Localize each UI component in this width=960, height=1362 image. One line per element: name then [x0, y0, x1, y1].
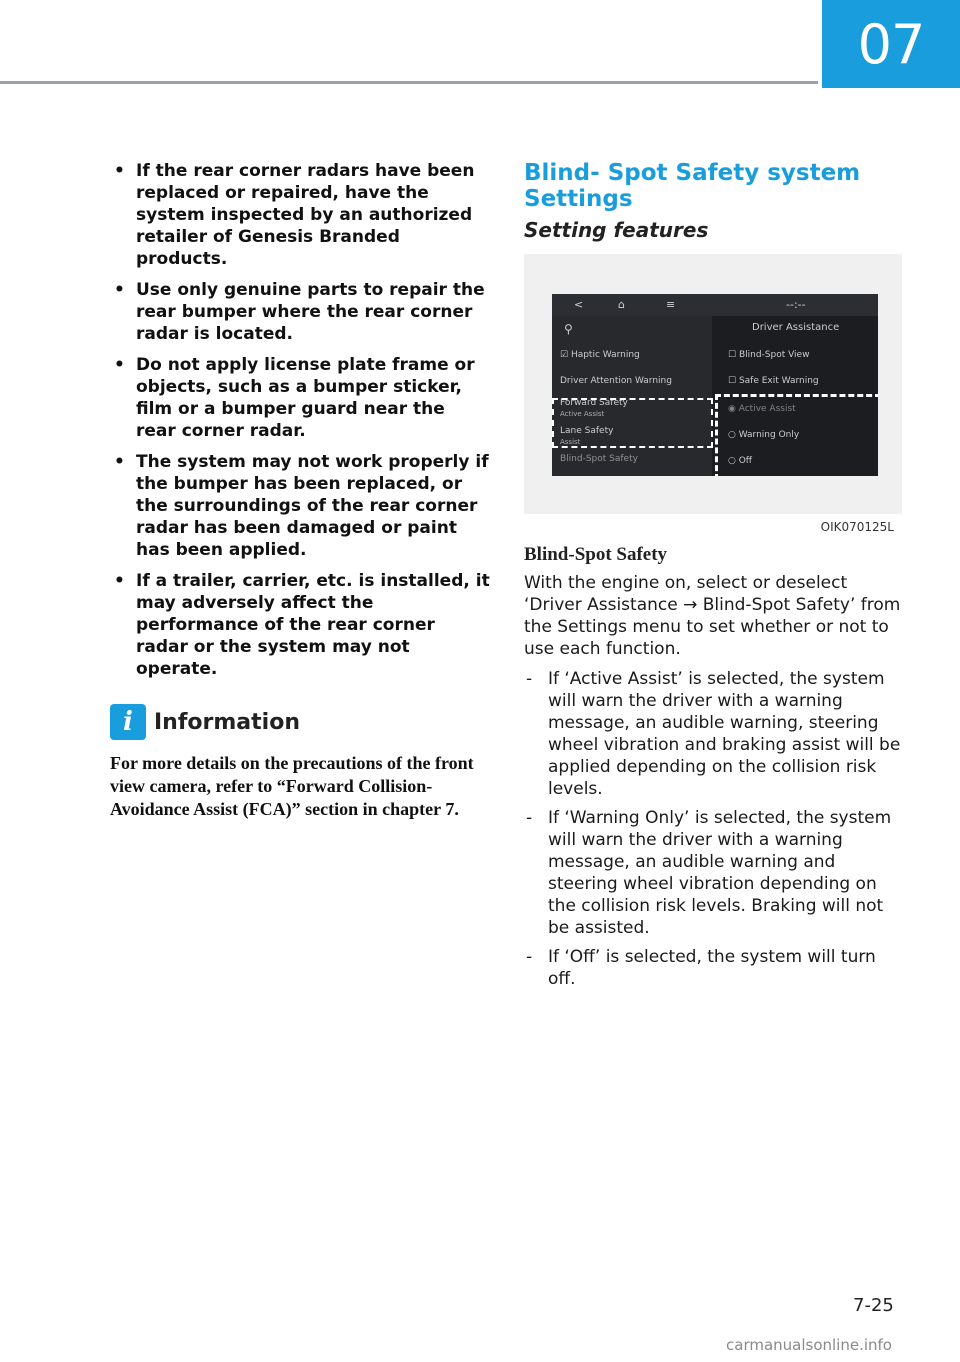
- list-item: - If ‘Off’ is selected, the system will turn off.: [524, 946, 904, 990]
- right-column: [524, 160, 904, 997]
- search-icon: ⚲: [564, 322, 573, 336]
- highlight-box-right: [715, 394, 878, 476]
- list-item: • The system may not work properly if the bumper has been replaced, or the surroundings of the rear corner radar has been damaged or paint has been applied.: [110, 451, 490, 561]
- settings-screen: [552, 294, 878, 476]
- information-heading: [110, 704, 490, 740]
- section-title: Blind- Spot Safety system Settings: [524, 160, 861, 212]
- header-rule: [0, 81, 818, 84]
- menu-item: ○ Off: [728, 456, 753, 466]
- option-list: [524, 668, 904, 990]
- chapter-tab: 07: [822, 0, 960, 88]
- list-item: - If ‘Active Assist’ is selected, the system will warn the driver with a warning message, an audible warning, steering wheel vibration and braking assist will be applied depending on the collision risk levels.: [524, 668, 904, 800]
- paragraph: With the engine on, select or deselect ‘Driver Assistance → Blind-Spot Safety’ from the Settings menu to set whether or not to use each function.: [524, 573, 901, 659]
- menu-item: Driver Attention Warning: [560, 376, 672, 386]
- highlight-box-left: [552, 398, 713, 448]
- information-title: Information: [154, 709, 300, 735]
- back-icon: <: [574, 298, 584, 311]
- menu-item: Lane Safety: [560, 426, 614, 436]
- home-icon: ⌂: [618, 298, 625, 311]
- left-column: [110, 160, 490, 821]
- menu-item: ☐ Blind-Spot View: [728, 350, 810, 360]
- list-item: • If the rear corner radars have been replaced or repaired, have the system inspected by an authorized retailer of Genesis Branded products.: [110, 160, 490, 270]
- info-icon: i: [110, 704, 146, 740]
- menu-icon: ≡: [666, 298, 676, 311]
- screen-title: Driver Assistance: [752, 322, 840, 333]
- list-item: • Do not apply license plate frame or objects, such as a bumper sticker, film or a bumper guard near the rear corner radar.: [110, 354, 490, 442]
- clock-readout: --:--: [786, 298, 806, 311]
- screen-topbar: [552, 294, 878, 316]
- settings-screenshot-figure: [524, 254, 902, 534]
- menu-item: Forward Safety: [560, 398, 628, 408]
- list-item: • Use only genuine parts to repair the rear bumper where the rear corner radar is located.: [110, 279, 490, 345]
- subsection-title: Setting features: [524, 218, 709, 242]
- page-number: 7-25: [853, 1295, 894, 1316]
- figure-caption: OIK070125L: [820, 520, 894, 534]
- precaution-list: [110, 160, 490, 680]
- information-text: For more details on the precautions of the front view camera, refer to “Forward Collision-Avoidance Assist (FCA)” section in chapter 7.: [110, 753, 474, 819]
- screen-left-pane: [552, 316, 712, 476]
- menu-item: Active Assist: [560, 410, 605, 418]
- menu-item: ○ Warning Only: [728, 430, 800, 440]
- list-item: • If a trailer, carrier, etc. is installed, it may adversely affect the performance of the rear corner radar or the system may not operate.: [110, 570, 490, 680]
- paragraph-heading: Blind-Spot Safety: [524, 544, 668, 565]
- menu-item: Blind-Spot Safety: [560, 454, 638, 464]
- menu-item: ☐ Safe Exit Warning: [728, 376, 819, 386]
- menu-item: Assist: [560, 438, 581, 446]
- menu-item: ◉ Active Assist: [728, 404, 796, 414]
- list-item: - If ‘Warning Only’ is selected, the system will warn the driver with a warning message, an audible warning and steering wheel vibration depending on the collision risk levels. Braking will not be assisted.: [524, 807, 904, 939]
- menu-item: ☑ Haptic Warning: [560, 350, 640, 360]
- watermark: carmanualsonline.info: [726, 1336, 892, 1354]
